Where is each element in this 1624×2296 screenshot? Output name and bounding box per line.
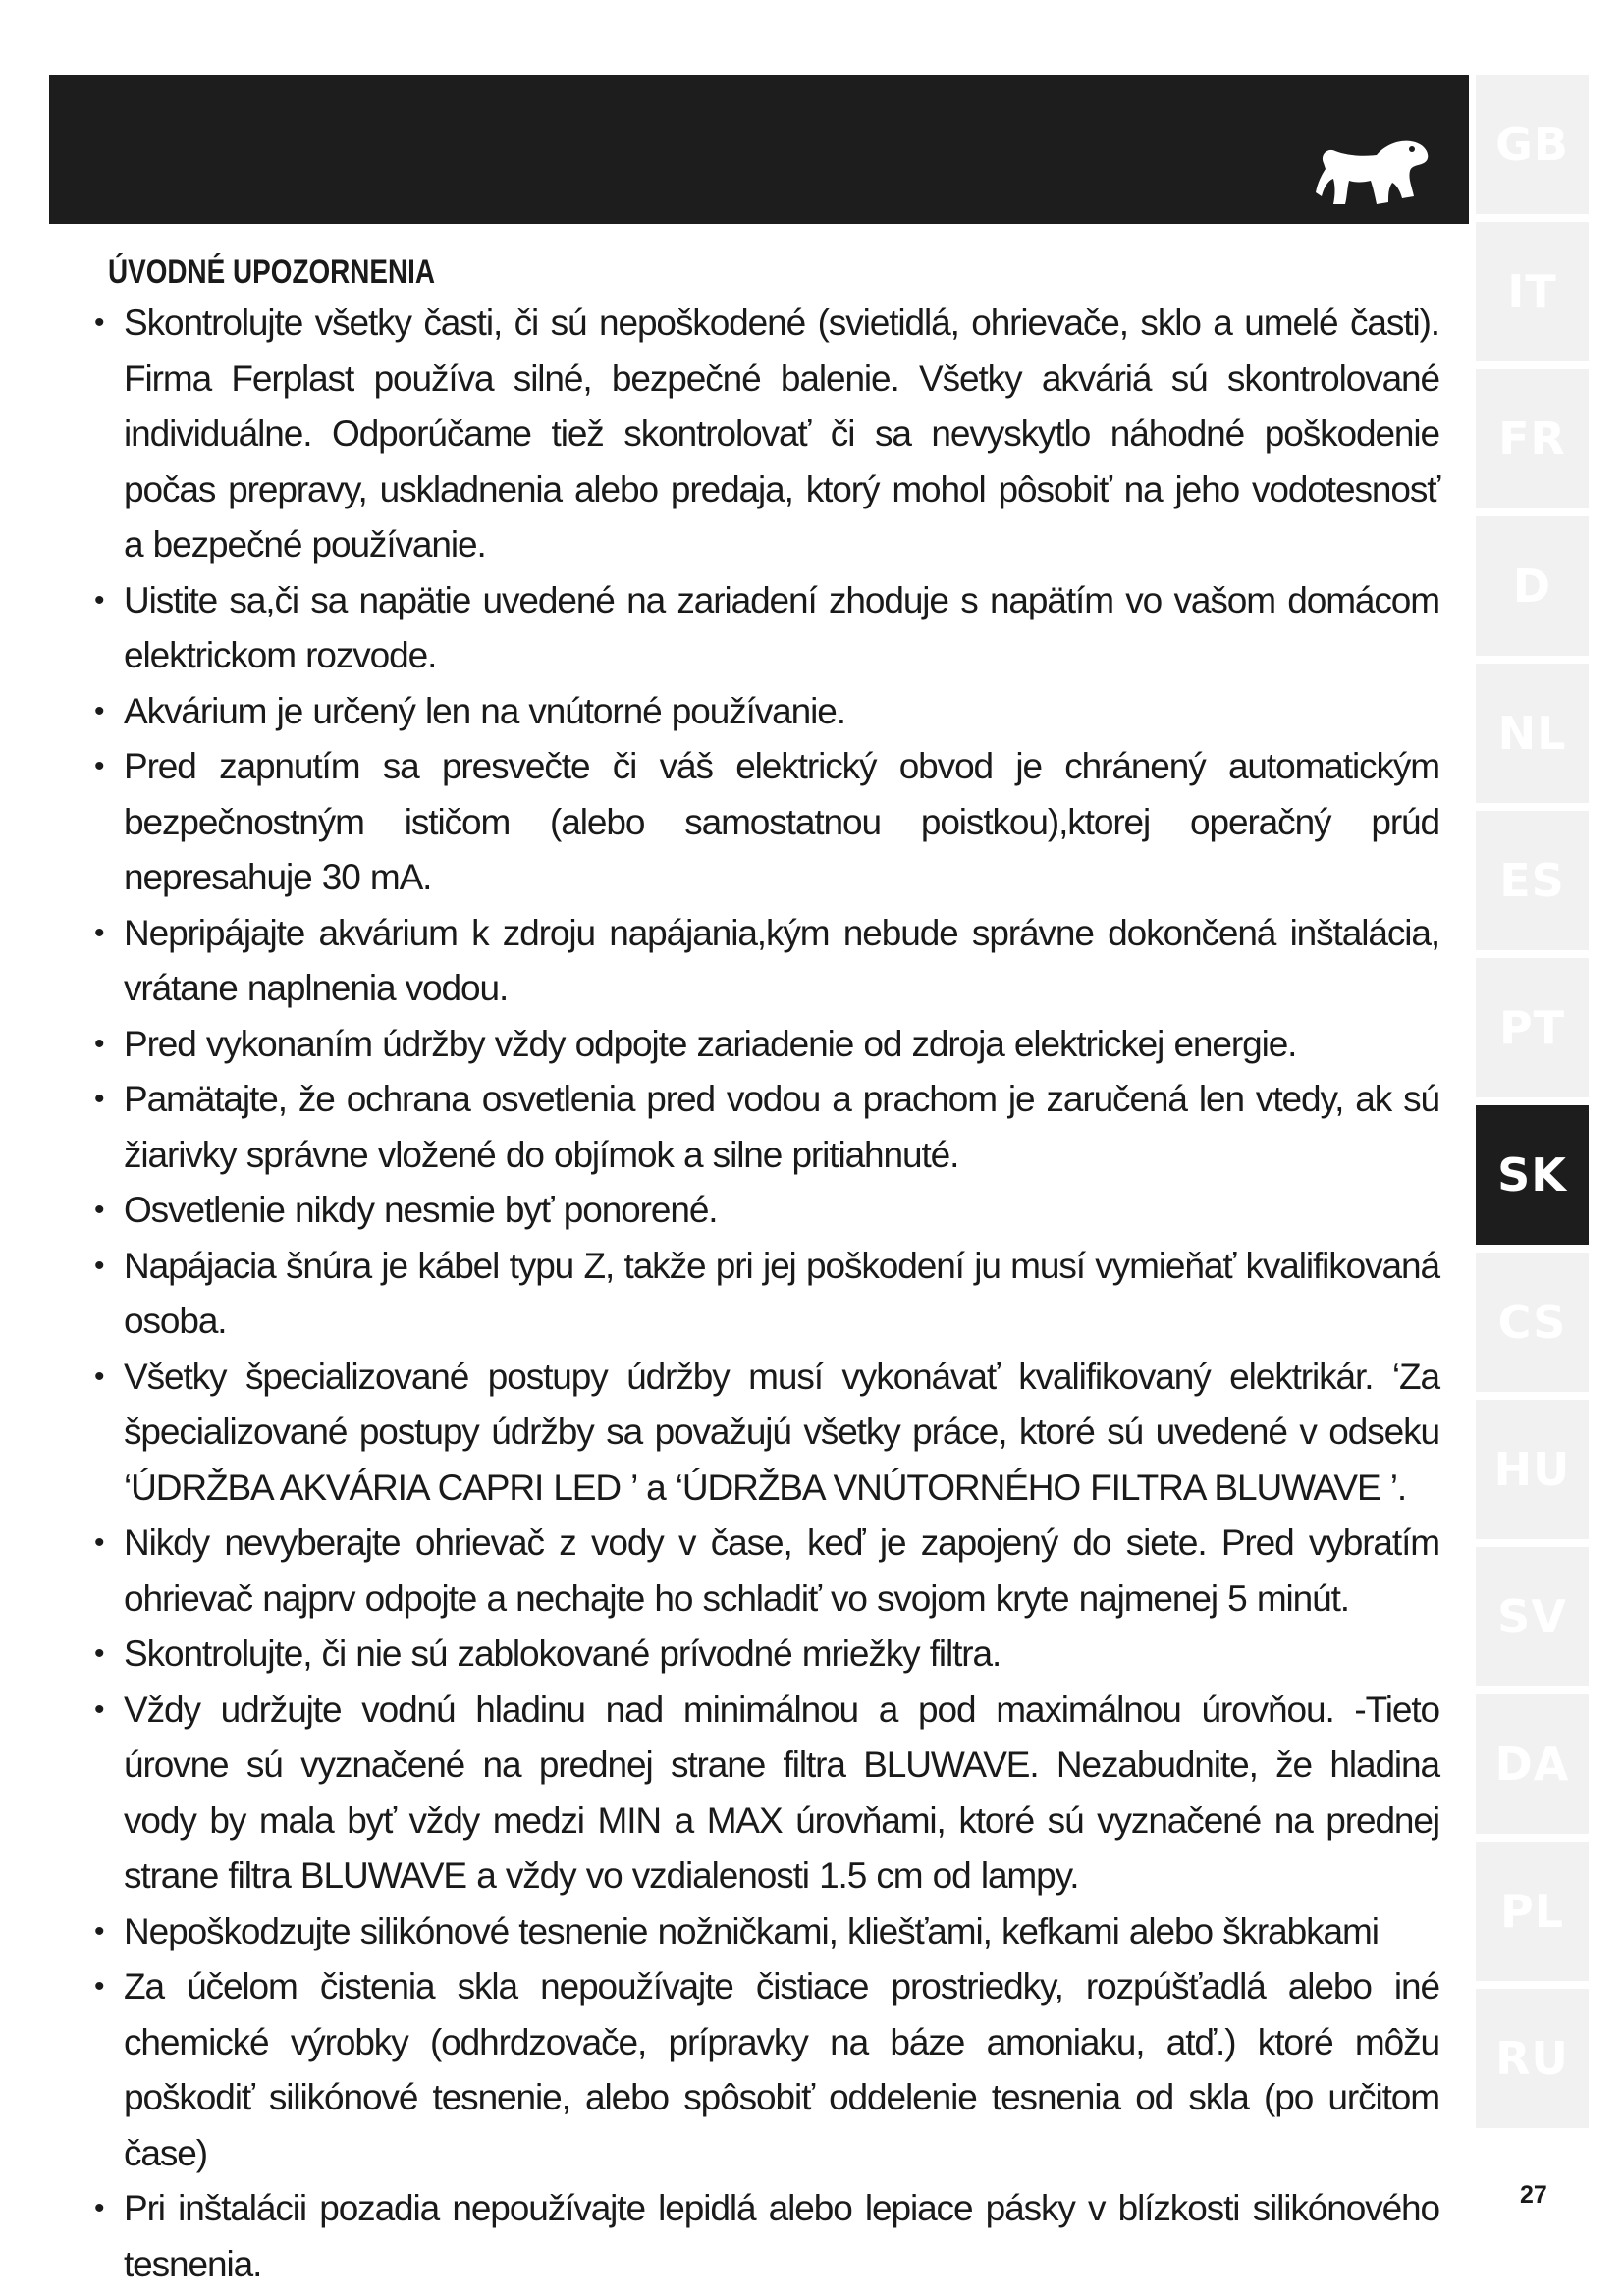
lang-tab-hu[interactable]: HU	[1476, 1400, 1589, 1539]
list-item: • Nepripájajte akvárium k zdroju napájania,kým nebude správne dokončená inštalácia, vrátane naplnenia vodou.	[94, 906, 1439, 1017]
list-item: • Nikdy nevyberajte ohrievač z vody v čase, keď je zapojený do siete. Pred vybratím ohrievač najprv odpojte a nechajte ho schladiť vo svojom kryte najmenej 5 minút.	[94, 1516, 1439, 1627]
lang-tab-gb[interactable]: GB	[1476, 75, 1589, 214]
lang-tab-ru[interactable]: RU	[1476, 1989, 1589, 2128]
page-number: 27	[1520, 2181, 1547, 2209]
lang-tab-sv[interactable]: SV	[1476, 1547, 1589, 1686]
warnings-section	[94, 253, 1439, 2292]
list-item: • Pred zapnutím sa presvečte či váš elektrický obvod je chránený automatickým bezpečnostným ističom (alebo samostatnou poistkou),ktorej operačný prúd nepresahuje 30 mA.	[94, 739, 1439, 906]
section-title: ÚVODNÉ UPOZORNENIA	[108, 253, 436, 291]
lang-tab-pl[interactable]: PL	[1476, 1842, 1589, 1981]
lang-tab-sk[interactable]: SK	[1476, 1105, 1589, 1245]
lang-tab-cs[interactable]: CS	[1476, 1253, 1589, 1392]
language-tabs	[1476, 75, 1589, 2136]
list-item: • Osvetlenie nikdy nesmie byť ponorené.	[94, 1183, 1439, 1239]
list-item: • Pamätajte, že ochrana osvetlenia pred vodou a prachom je zaručená len vtedy, ak sú žiarivky správne vložené do objímok a silne pritiahnuté.	[94, 1072, 1439, 1183]
lang-tab-nl[interactable]: NL	[1476, 664, 1589, 803]
lang-tab-es[interactable]: ES	[1476, 811, 1589, 950]
lang-tab-da[interactable]: DA	[1476, 1694, 1589, 1834]
lang-tab-d[interactable]: D	[1476, 516, 1589, 656]
lang-tab-it[interactable]: IT	[1476, 222, 1589, 361]
list-item: • Akvárium je určený len na vnútorné používanie.	[94, 684, 1439, 740]
list-item: • Skontrolujte, či nie sú zablokované prívodné mriežky filtra.	[94, 1627, 1439, 1682]
list-item: • Uistite sa,či sa napätie uvedené na zariadení zhoduje s napätím vo vašom domácom elektrickom rozvode.	[94, 573, 1439, 684]
list-item: • Skontrolujte všetky časti, či sú nepoškodené (svietidlá, ohrievače, sklo a umelé časti). Firma Ferplast používa silné, bezpečné balenie. Všetky akváriá sú skontrolované individuálne. Odporúčame tiež skontrolovať či sa nevyskytlo náhodné poškodenie počas prepravy, uskladnenia alebo predaja, ktorý mohol pôsobiť na jeho vodotesnosť a bezpečné používanie.	[94, 295, 1439, 573]
ferplast-dog-logo-icon	[1316, 133, 1434, 212]
warnings-list	[94, 295, 1439, 2292]
list-item: • Nepoškodzujte silikónové tesnenie nožničkami, kliešťami, kefkami alebo škrabkami	[94, 1904, 1439, 1960]
list-item: • Pred vykonaním údržby vždy odpojte zariadenie od zdroja elektrickej energie.	[94, 1017, 1439, 1073]
lang-tab-fr[interactable]: FR	[1476, 369, 1589, 508]
list-item: • Za účelom čistenia skla nepoužívajte čistiace prostriedky, rozpúšťadlá alebo iné chemické výrobky (odhrdzovače, prípravky na báze amoniaku, atď.) ktoré môžu poškodiť silikónové tesnenie, alebo spôsobiť oddelenie tesnenia od skla (po určitom čase)	[94, 1959, 1439, 2181]
lang-tab-pt[interactable]: PT	[1476, 958, 1589, 1097]
list-item: • Všetky špecializované postupy údržby musí vykonávať kvalifikovaný elektrikár. ‘Za špecializované postupy údržby sa považujú všetky práce, ktoré sú uvedené v odseku ‘ÚDRŽBA AKVÁRIA CAPRI LED ’ a ‘ÚDRŽBA VNÚTORNÉHO FILTRA BLUWAVE ’.	[94, 1350, 1439, 1517]
list-item: • Pri inštalácii pozadia nepoužívajte lepidlá alebo lepiace pásky v blízkosti silikónového tesnenia.	[94, 2181, 1439, 2292]
list-item: • Napájacia šnúra je kábel typu Z, takže pri jej poškodení ju musí vymieňať kvalifikovaná osoba.	[94, 1239, 1439, 1350]
header-bar	[49, 75, 1469, 224]
list-item: • Vždy udržujte vodnú hladinu nad minimálnou a pod maximálnou úrovňou. -Tieto úrovne sú vyznačené na prednej strane filtra BLUWAVE. Nezabudnite, že hladina vody by mala byť vždy medzi MIN a MAX úrovňami, ktoré sú vyznačené na prednej strane filtra BLUWAVE a vždy vo vzdialenosti 1.5 cm od lampy.	[94, 1682, 1439, 1904]
